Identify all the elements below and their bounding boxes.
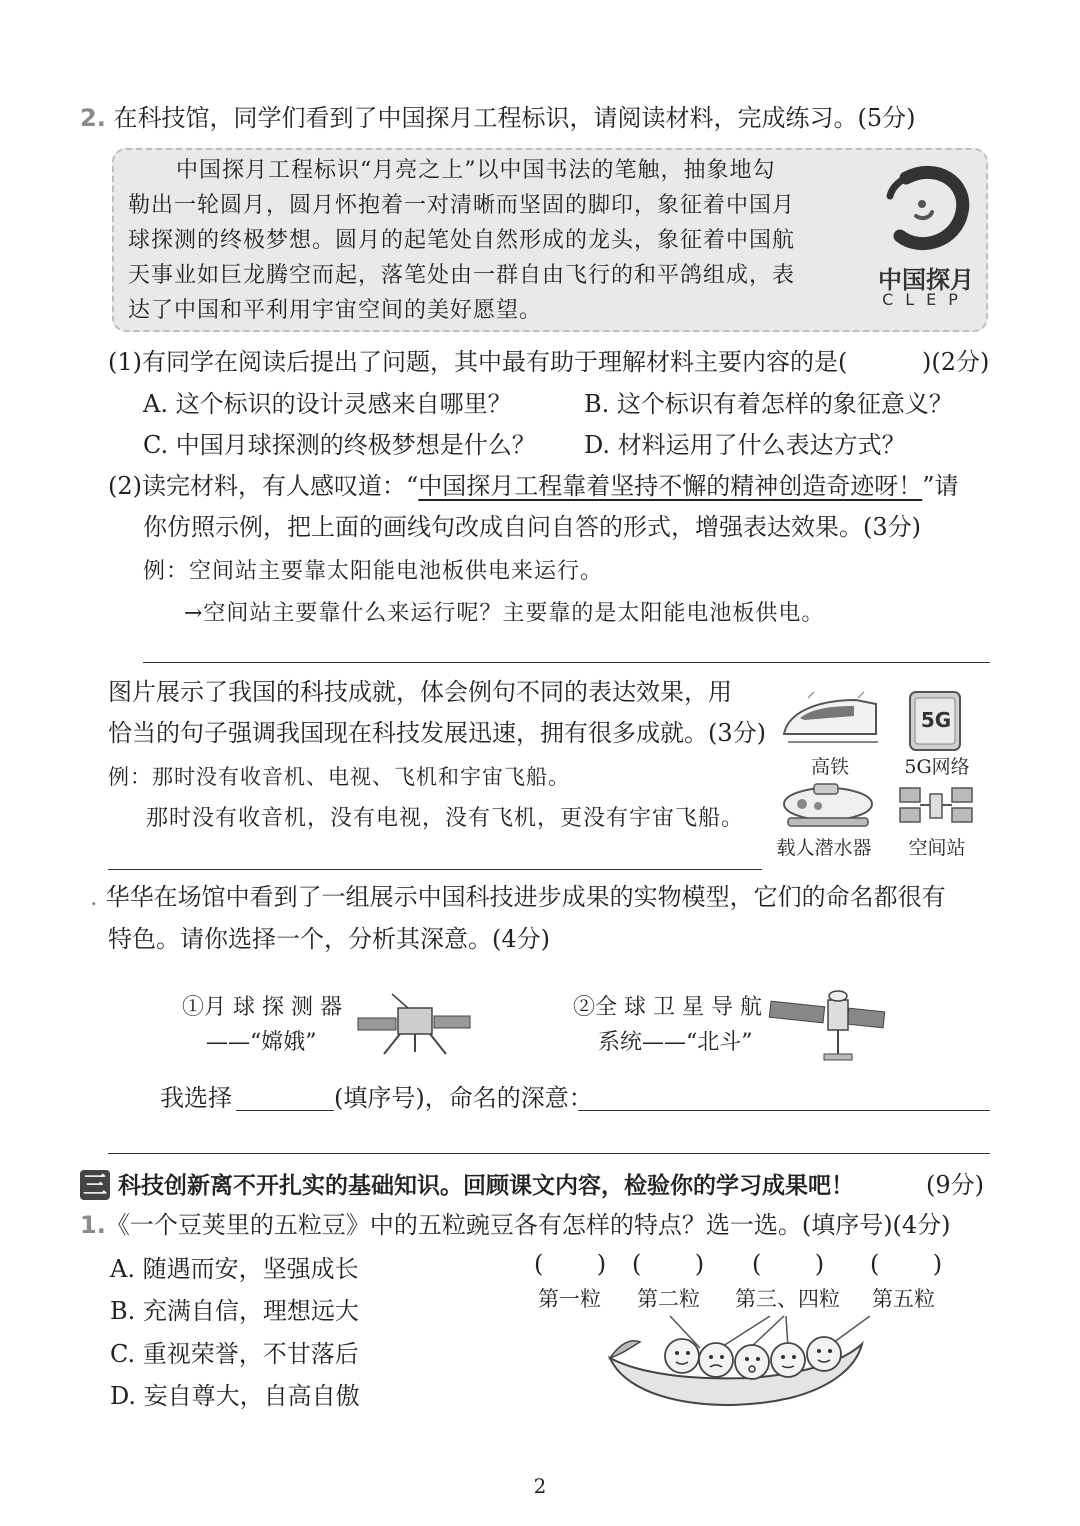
submersible-image [778, 780, 878, 832]
q3-example-answer: 那时没有收音机，没有电视，没有飞机，更没有宇宙飞船。 [146, 806, 745, 831]
q2-heading [80, 103, 915, 133]
phone-5g-label: 5G [920, 708, 952, 732]
pea-label-3-4: 第三、四粒 [735, 1287, 840, 1311]
submersible-icon [778, 780, 878, 832]
s3q1-heading [80, 1210, 951, 1240]
high-speed-train-image [778, 690, 882, 750]
q4-item2-line2: 系统——“北斗” [598, 1030, 753, 1055]
satellite-icon [768, 988, 886, 1064]
q4-item2-line1: ②全 球 卫 星 导 航 [573, 995, 762, 1020]
q2-title: 在科技馆，同学们看到了中国探月工程标识，请阅读材料，完成练习。(5分) [113, 104, 916, 132]
pea5-answer-slot[interactable]: ( ) [870, 1250, 943, 1278]
q2-option-b: B. 这个标识有着怎样的象征意义？ [584, 390, 953, 418]
section3-heading [80, 1170, 854, 1201]
section3-mark: 三 [80, 1170, 110, 1200]
s3q1-number: 1. [80, 1211, 106, 1239]
logo-en-name: CLEP [882, 290, 970, 309]
q3-example: 例：那时没有收音机、电视、飞机和宇宙飞船。 [108, 765, 570, 789]
clep-logo [876, 160, 976, 310]
q4-item1-line1: ①月 球 探 测 器 [182, 995, 342, 1020]
pea1-answer-slot[interactable]: ( ) [534, 1250, 607, 1278]
train-icon [778, 690, 882, 750]
q2-sub2-stem [108, 471, 959, 501]
q3-answer-line[interactable] [108, 869, 762, 870]
section3-title: 科技创新离不开扎实的基础知识。回顾课文内容，检验你的学习成果吧！ [118, 1173, 854, 1199]
pea34-answer-slot[interactable]: ( ) [752, 1250, 825, 1278]
q4-choice-blank[interactable] [236, 1110, 334, 1111]
pea-label-5: 第五粒 [872, 1287, 935, 1311]
q2-answer-line[interactable] [143, 662, 990, 663]
s3q1-option-d: D. 妄自尊大，自高自傲 [110, 1382, 360, 1410]
section3-score: (9分) [926, 1171, 984, 1199]
caption-high-speed-train: 高铁 [810, 756, 849, 778]
page-number: 2 [533, 1474, 547, 1498]
material-line-4: 天事业如巨龙腾空而起，落笔处由一群自由飞行的和平鸽组成，表 [128, 263, 796, 288]
pea-label-1: 第一粒 [538, 1287, 601, 1311]
lunar-lander-image [354, 992, 474, 1058]
q4-number: . [90, 883, 98, 911]
q2-sub2-example-answer: →空间站主要靠什么来运行呢？主要靠的是太阳能电池板供电。 [184, 601, 825, 626]
q3-line-1: 图片展示了我国的科技成就，体会例句不同的表达效果，用 [108, 678, 732, 706]
moon-logo-icon [876, 160, 976, 256]
q2-sub2-stem-post: ”请 [922, 472, 959, 500]
pea-label-2: 第二粒 [637, 1287, 700, 1311]
caption-space-station: 空间站 [908, 837, 966, 859]
caption-5g-network: 5G网络 [904, 756, 970, 778]
s3q1-option-c: C. 重视荣誉，不甘落后 [110, 1340, 359, 1368]
q4-meaning-blank[interactable] [578, 1110, 990, 1111]
pea-pod-icon [600, 1308, 870, 1414]
s3q1-title: 《一个豆荚里的五粒豆》中的五粒豌豆各有怎样的特点？选一选。(填序号)(4分) [105, 1211, 951, 1239]
q4-line-1-text: 华华在场馆中看到了一组展示中国科技进步成果的实物模型，它们的命名都很有 [105, 883, 946, 911]
material-line-1: 中国探月工程标识“月亮之上”以中国书法的笔触，抽象地勾 [176, 158, 776, 183]
space-station-image [898, 780, 974, 832]
q2-option-a: A. 这个标识的设计灵感来自哪里？ [143, 390, 512, 418]
s3q1-option-a: A. 随遇而安，坚强成长 [110, 1255, 359, 1283]
caption-submersible: 载人潜水器 [776, 837, 872, 859]
q4-line-1 [90, 882, 946, 912]
satellite-image [768, 988, 886, 1064]
material-line-2: 勒出一轮圆月，圆月怀抱着一对清晰而坚固的脚印，象征着中国月 [128, 193, 796, 218]
material-line-5: 达了中国和平利用宇宙空间的美好愿望。 [128, 298, 543, 323]
q2-sub2-stem-line2: 你仿照示例，把上面的画线句改成自问自答的形式，增强表达效果。(3分) [143, 513, 921, 541]
pea2-answer-slot[interactable]: ( ) [632, 1250, 705, 1278]
q3-line-2: 恰当的句子强调我国现在科技发展迅速，拥有很多成就。(3分) [108, 719, 766, 747]
logo-cn-name: 中国探月 [878, 266, 974, 294]
s3q1-option-b: B. 充满自信，理想远大 [110, 1297, 359, 1325]
q4-answer-line[interactable] [108, 1153, 990, 1154]
q2-sub1-stem: (1)有同学在阅读后提出了问题，其中最有助于理解材料主要内容的是( [108, 348, 848, 376]
q4-answer-mid: (填序号)，命名的深意： [334, 1084, 593, 1112]
q2-sub2-example: 例：空间站主要靠太阳能电池板供电来运行。 [143, 559, 604, 584]
q4-line-2: 特色。请你选择一个，分析其深意。(4分) [108, 925, 550, 953]
5g-phone-image [906, 690, 966, 752]
q2-sub1-stem-end: )(2分) [922, 348, 990, 376]
q4-answer-pre: 我选择 [160, 1084, 232, 1112]
q2-number: 2. [80, 104, 106, 132]
q2-option-d: D. 材料运用了什么表达方式？ [584, 431, 906, 459]
q2-option-c: C. 中国月球探测的终极梦想是什么？ [143, 431, 536, 459]
space-station-icon [898, 780, 974, 832]
q2-sub2-underlined-sentence: 中国探月工程靠着坚持不懈的精神创造奇迹呀！ [418, 472, 923, 500]
q4-item1-line2: ——“嫦娥” [206, 1030, 317, 1055]
material-line-3: 球探测的终极梦想。圆月的起笔处自然形成的龙头，象征着中国航 [128, 228, 796, 253]
lunar-lander-icon [354, 992, 474, 1058]
pea-pod-image [600, 1308, 870, 1414]
q2-sub2-stem-pre: (2)读完材料，有人感叹道：“ [108, 472, 419, 500]
